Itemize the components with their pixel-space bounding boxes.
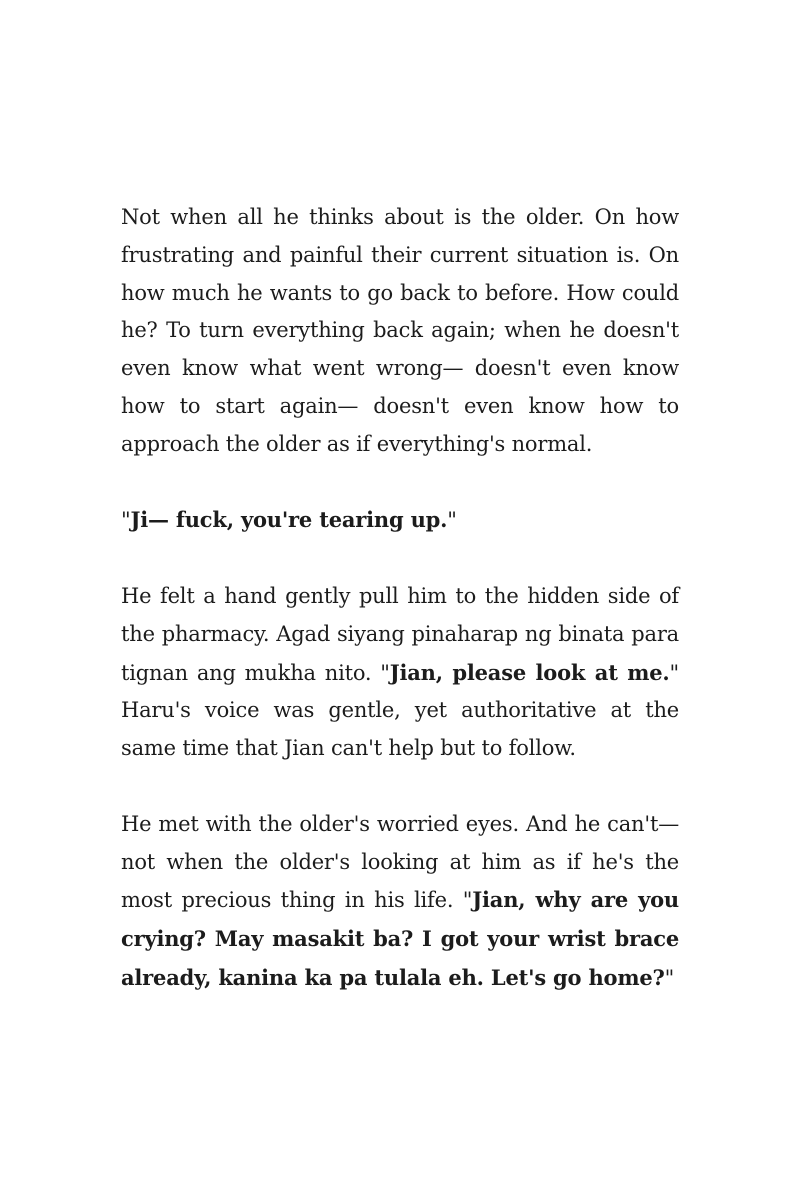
dialogue-bold: Jian, why are you crying? May masakit ba? I got your wrist brace already, kanina ka pa tulala eh. Let's go home? — [121, 887, 679, 990]
text-run: " — [664, 965, 675, 990]
text-run: " — [121, 508, 131, 533]
text-run: " — [447, 508, 457, 533]
paragraph-1 — [121, 199, 679, 464]
text-run: Not when all he thinks about is the older. On how frustrating and painful their current situation is. On how much he wants to go back to before. How could he? To turn everything back again; when he doesn't even know what went wrong— doesn't even know how to start again— doesn't even know how to approach the older as if everything's normal. — [121, 205, 679, 456]
text-run: He met with the older's worried eyes. And he can't— not when the older's looking at him as if he's the most precious thing in his life. " — [121, 811, 679, 913]
story-text — [121, 199, 679, 998]
paragraph-3 — [121, 578, 679, 768]
text-run: " Haru's voice was gentle, yet authoritative at the same time that Jian can't help but to follow. — [121, 660, 679, 761]
paragraph-2 — [121, 501, 679, 540]
dialogue-bold: Jian, please look at me. — [389, 659, 670, 685]
text-run: He felt a hand gently pull him to the hidden side of the pharmacy. Agad siyang pinaharap ng binata para tignan ang mukha nito. " — [121, 583, 679, 685]
dialogue-bold: Ji— fuck, you're tearing up. — [130, 507, 448, 533]
paragraph-4 — [121, 806, 679, 998]
